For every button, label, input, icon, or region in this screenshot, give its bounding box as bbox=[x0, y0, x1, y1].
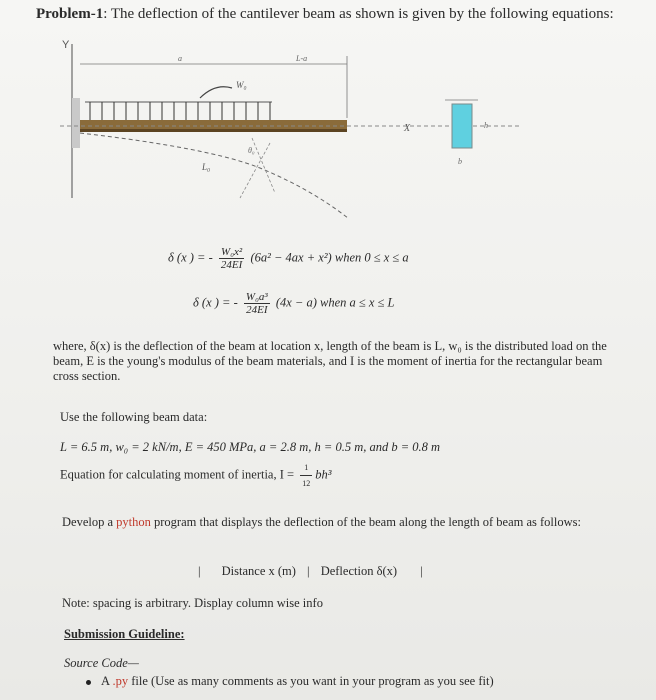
label-h: h bbox=[484, 121, 488, 130]
develop-post: program that displays the deflection of the beam along the length of beam as follows: bbox=[150, 515, 581, 529]
data-heading: Use the following beam data: bbox=[60, 410, 208, 424]
problem-label: Problem-1 bbox=[36, 6, 104, 22]
eq1-denominator: 24EI bbox=[220, 259, 243, 271]
cross-section bbox=[452, 104, 472, 148]
inertia-denominator: 12 bbox=[302, 479, 311, 488]
eq1-numerator: W₀x² bbox=[219, 246, 244, 259]
py-extension: .py bbox=[112, 674, 129, 688]
bullet-pre: A bbox=[101, 674, 113, 688]
label-l-minus-a: L-a bbox=[296, 54, 308, 63]
equation-1 bbox=[168, 246, 409, 271]
eq2-lhs: δ (x ) = - bbox=[193, 295, 238, 310]
column-separator-right: | bbox=[420, 564, 423, 578]
eq1-condition: when 0 ≤ x ≤ a bbox=[334, 250, 409, 265]
inertia-numerator: 1 bbox=[300, 460, 312, 476]
eq2-denominator: 24EI bbox=[246, 304, 268, 316]
eq1-rhs: (6a² − 4ax + x²) bbox=[250, 250, 332, 265]
column-distance: Distance x (m) bbox=[221, 564, 296, 578]
cantilever-beam-diagram bbox=[60, 38, 540, 218]
eq2-fraction bbox=[244, 291, 270, 316]
equation-2 bbox=[193, 291, 395, 316]
eq2-condition: when a ≤ x ≤ L bbox=[320, 295, 395, 310]
where-paragraph: where, δ(x) is the deflection of the beam at location x, length of the beam is L, w₀ is the distributed load on the beam, E is the young's modulus of the beam materials, and I is the moment of inertia for the rectangular beam cross section. bbox=[53, 339, 607, 383]
note-text: Note: spacing is arbitrary. Display column wise info bbox=[62, 596, 323, 610]
bullet-post: file (Use as many comments as you want in your program as you see fit) bbox=[128, 674, 494, 688]
y-axis-label: Y bbox=[62, 39, 70, 51]
label-lo: L₀ bbox=[202, 162, 211, 172]
label-wo: W₀ bbox=[236, 80, 247, 90]
column-separator-left: | bbox=[198, 564, 201, 578]
output-columns bbox=[190, 564, 431, 579]
eq2-rhs: (4x − a) bbox=[275, 295, 317, 310]
submission-bullet bbox=[86, 674, 494, 689]
load-arrow bbox=[200, 87, 232, 98]
inertia-tail: bh³ bbox=[315, 467, 332, 482]
problem-title bbox=[36, 6, 614, 23]
x-axis-label: X bbox=[404, 123, 411, 134]
develop-pre: Develop a bbox=[62, 515, 117, 529]
eq1-lhs: δ (x ) = - bbox=[168, 250, 213, 265]
source-code-label: Source Code— bbox=[64, 656, 139, 670]
python-word: python bbox=[116, 515, 151, 529]
eq2-numerator: W₀a³ bbox=[245, 291, 268, 303]
inertia-equation bbox=[60, 460, 620, 491]
beam bbox=[80, 120, 347, 129]
column-separator-middle: | bbox=[307, 564, 310, 578]
problem-text: : The deflection of the cantilever beam as shown is given by the following equations: bbox=[103, 6, 614, 22]
bullet-dot bbox=[86, 680, 91, 685]
submission-heading: Submission Guideline: bbox=[64, 627, 185, 641]
label-b: b bbox=[458, 157, 462, 166]
label-a: a bbox=[178, 54, 182, 63]
label-theta: θ₀ bbox=[248, 146, 255, 155]
develop-paragraph bbox=[62, 515, 592, 530]
inertia-fraction bbox=[300, 460, 312, 491]
deflected-curve bbox=[80, 133, 360, 218]
column-deflection: Deflection δ(x) bbox=[320, 564, 398, 578]
angle-line-1 bbox=[252, 138, 275, 193]
distributed-load-arrows bbox=[90, 102, 270, 120]
beam-shadow bbox=[80, 129, 347, 132]
eq1-fraction bbox=[219, 246, 244, 271]
beam-data-values: L = 6.5 m, w₀ = 2 kN/m, E = 450 MPa, a = 2.8 m, h = 0.5 m, and b = 0.8 m bbox=[60, 440, 441, 454]
inertia-text: Equation for calculating moment of inertia, I = bbox=[60, 467, 298, 482]
wall-support bbox=[72, 98, 80, 148]
